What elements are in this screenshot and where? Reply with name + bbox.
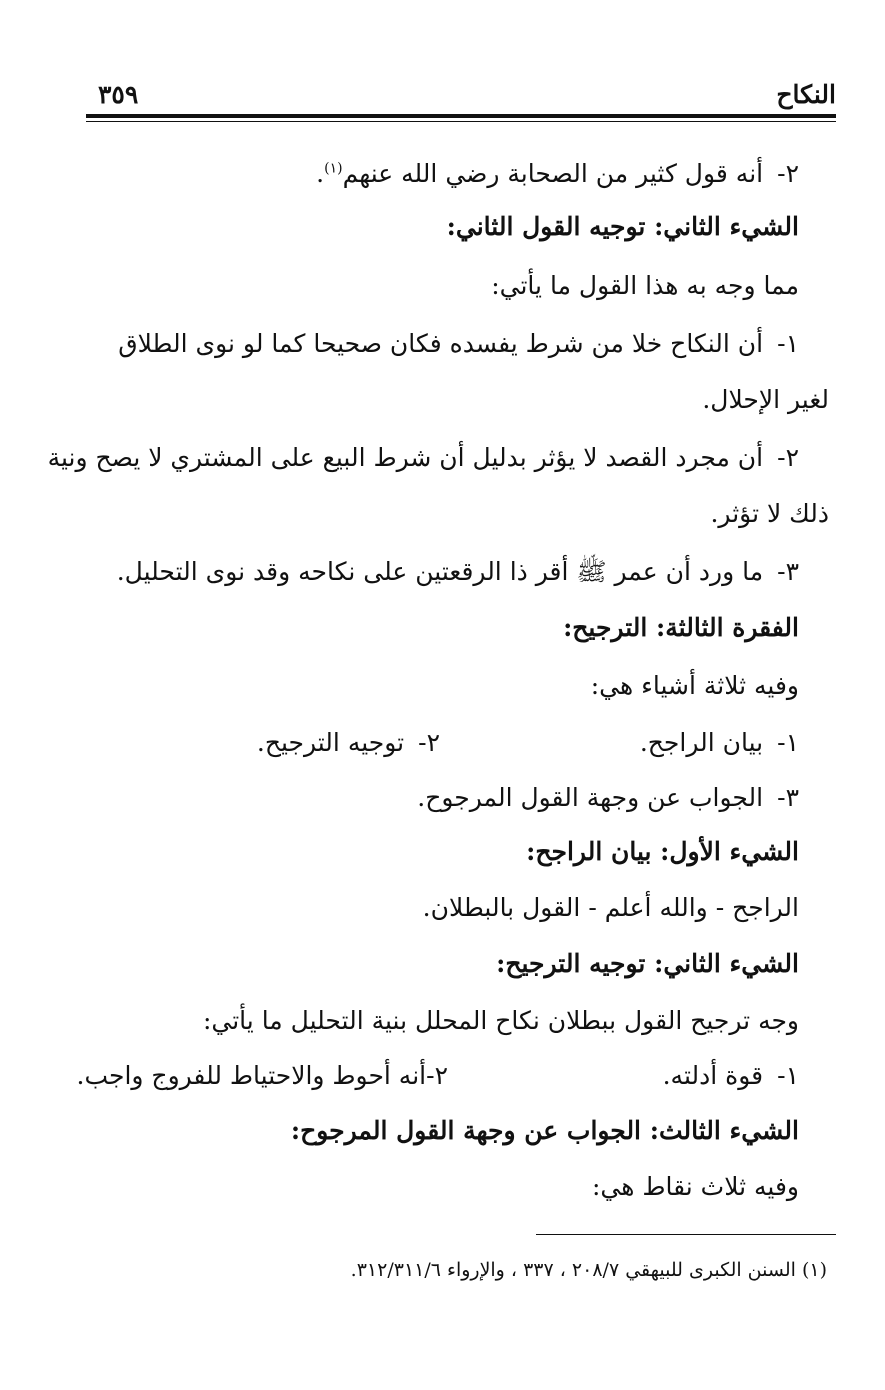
list-item xyxy=(640,725,799,761)
list-item xyxy=(117,554,799,590)
paragraph-continuation: ذلك لا تؤثر. xyxy=(710,499,829,528)
item-text: الجواب عن وجهة القول المرجوح. xyxy=(417,783,764,812)
item-number: ٣- xyxy=(777,557,799,586)
paragraph-continuation: لغير الإحلال. xyxy=(702,385,829,414)
item-text: أن مجرد القصد لا يؤثر بدليل أن شرط البيع على المشتري لا يصح ونية xyxy=(47,443,764,472)
paragraph: وفيه ثلاث نقاط هي: xyxy=(591,1172,799,1201)
chapter-title: النكاح xyxy=(776,80,836,109)
section-heading: الشيء الثالث: الجواب عن وجهة القول المرجوح: xyxy=(290,1116,799,1145)
section-heading: الفقرة الثالثة: الترجيح: xyxy=(563,613,799,642)
list-item xyxy=(118,326,799,362)
item-text: ما ورد أن عمر ﷺ أقر ذا الرقعتين على نكاحه وقد نوى التحليل. xyxy=(116,557,764,586)
item-text: أن النكاح خلا من شرط يفسده فكان صحيحا كما لو نوى الطلاق xyxy=(118,329,764,358)
list-item xyxy=(417,780,799,816)
list-item xyxy=(316,156,799,192)
list-item xyxy=(663,1058,799,1094)
paragraph: مما وجه به هذا القول ما يأتي: xyxy=(491,271,799,300)
section-heading: الشيء الأول: بيان الراجح: xyxy=(526,837,799,866)
item-number: ٢- xyxy=(418,728,440,757)
item-text: قوة أدلته. xyxy=(662,1061,764,1090)
paragraph: وفيه ثلاثة أشياء هي: xyxy=(590,671,799,700)
item-number: ٢- xyxy=(777,443,799,472)
page-number: ٣٥٩ xyxy=(98,80,139,109)
item-number: ١- xyxy=(777,1061,799,1090)
item-end: . xyxy=(316,159,325,188)
paragraph: وجه ترجيح القول ببطلان نكاح المحلل بنية التحليل ما يأتي: xyxy=(202,1006,799,1035)
item-text: أنه قول كثير من الصحابة رضي الله عنهم xyxy=(342,159,764,188)
footnote-ref: (١) xyxy=(324,160,343,177)
item-text: بيان الراجح. xyxy=(639,728,764,757)
list-item: ٢-أنه أحوط والاحتياط للفروج واجب. xyxy=(76,1061,448,1090)
header-rule-thin xyxy=(86,121,836,122)
list-item xyxy=(257,725,440,761)
item-number: ١- xyxy=(777,728,799,757)
section-heading: الشيء الثاني: توجيه الترجيح: xyxy=(496,949,799,978)
footnote-marker: (١) xyxy=(801,1259,827,1281)
section-heading: الشيء الثاني: توجيه القول الثاني: xyxy=(446,212,799,241)
item-text: توجيه الترجيح. xyxy=(256,728,405,757)
item-number: ١- xyxy=(777,329,799,358)
footnote-text: السنن الكبرى للبيهقي ٢٠٨/٧ ، ٣٣٧ ، والإرواء ٣١٢/٣١١/٦. xyxy=(350,1259,796,1281)
item-number: ٢- xyxy=(777,159,799,188)
footnote-rule xyxy=(536,1234,836,1235)
list-item xyxy=(48,440,799,476)
paragraph: الراجح - والله أعلم - القول بالبطلان. xyxy=(422,893,799,922)
footnote xyxy=(351,1255,827,1285)
item-number: ٣- xyxy=(777,783,799,812)
header-rule-thick xyxy=(86,114,836,118)
